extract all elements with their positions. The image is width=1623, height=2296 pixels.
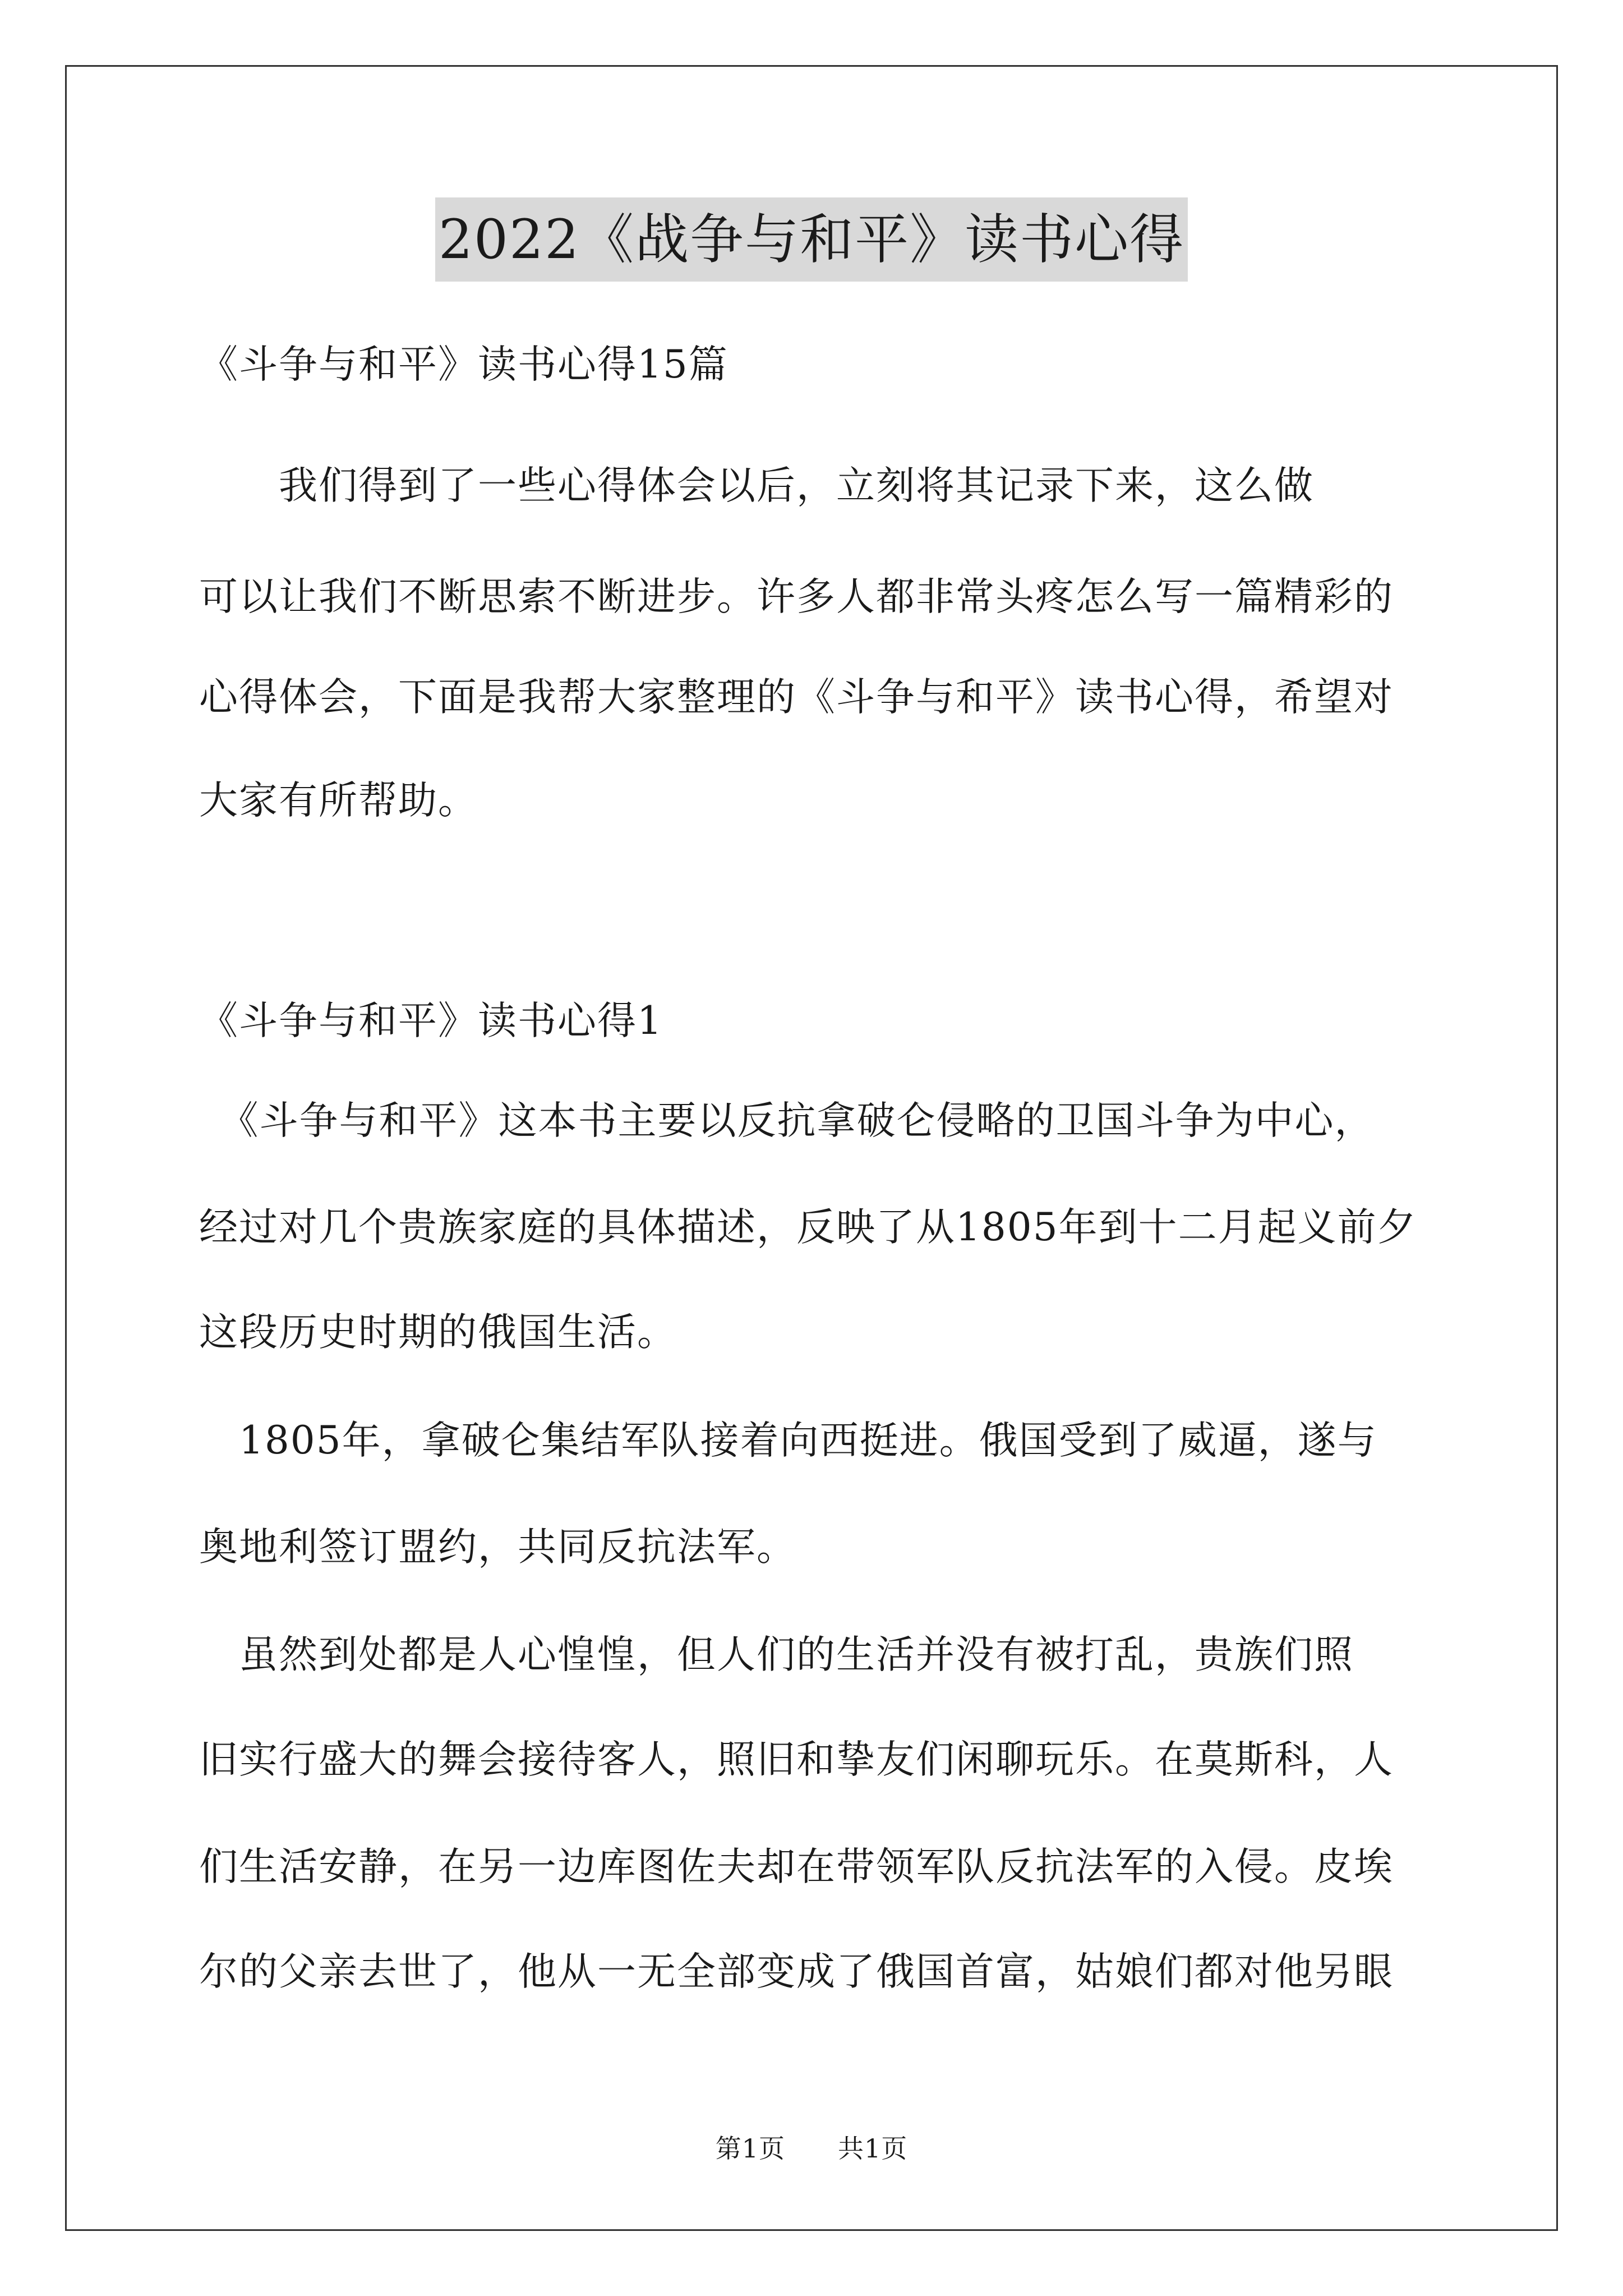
paragraph-line: 我们得到了一些心得体会以后，立刻将其记录下来，这么做 (199, 463, 1314, 508)
paragraph-line: 奥地利签订盟约，共同反抗法军。 (199, 1525, 796, 1570)
paragraph-line: 《斗争与和平》这本书主要以反抗拿破仑侵略的卫国斗争为中心， (199, 1098, 1375, 1143)
page-footer (0, 2132, 1623, 2165)
total-pages: 共1页 (838, 2133, 908, 2164)
paragraph-line: 1805年，拿破仑集结军队接着向西挺进。俄国受到了威逼，遂与 (199, 1418, 1377, 1463)
paragraph-line: 旧实行盛大的舞会接待客人，照旧和挚友们闲聊玩乐。在莫斯科，人 (199, 1737, 1394, 1782)
document-title: 2022《战争与和平》读书心得 (435, 197, 1188, 282)
title-container (0, 197, 1623, 282)
page-border (65, 65, 1558, 2231)
section-heading: 《斗争与和平》读书心得1 (199, 999, 663, 1043)
paragraph-line: 可以让我们不断思索不断进步。许多人都非常头疼怎么写一篇精彩的 (199, 574, 1394, 619)
paragraph-line: 经过对几个贵族家庭的具体描述，反映了从1805年到十二月起义前夕 (199, 1205, 1417, 1250)
paragraph-line: 心得体会，下面是我帮大家整理的《斗争与和平》读书心得，希望对 (199, 675, 1394, 720)
paragraph-line: 们生活安静，在另一边库图佐夫却在带领军队反抗法军的入侵。皮埃 (199, 1844, 1394, 1889)
paragraph-line: 尔的父亲去世了，他从一无全部变成了俄国首富，姑娘们都对他另眼 (199, 1949, 1394, 1994)
paragraph-line: 这段历史时期的俄国生活。 (199, 1310, 677, 1355)
subtitle: 《斗争与和平》读书心得15篇 (199, 342, 728, 387)
paragraph-line: 虽然到处都是人心惶惶，但人们的生活并没有被打乱，贵族们照 (199, 1632, 1354, 1677)
paragraph-line: 大家有所帮助。 (199, 778, 478, 823)
page-number: 第1页 (715, 2133, 785, 2164)
